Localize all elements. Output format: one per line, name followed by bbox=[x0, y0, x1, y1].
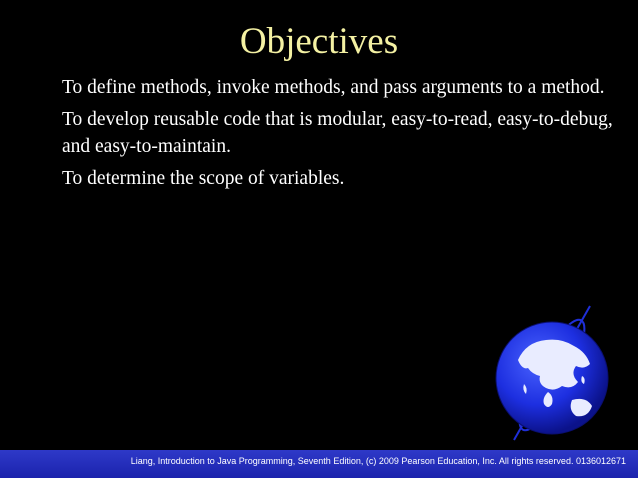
slide-title: Objectives bbox=[239, 21, 399, 62]
globe-icon bbox=[488, 300, 620, 450]
objective-item: To develop reusable code that is modular, easy-to-read, easy-to-debug, and easy-to-maintain. bbox=[62, 109, 613, 157]
objective-item: To define methods, invoke methods, and pass arguments to a method. bbox=[62, 77, 605, 98]
objective-item: To determine the scope of variables. bbox=[62, 168, 345, 189]
footer-copyright: Liang, Introduction to Java Programming, Seventh Edition, (c) 2009 Pearson Education, Inc. All rights reserved. 0136012671 bbox=[130, 456, 626, 466]
objectives-list bbox=[62, 74, 617, 197]
